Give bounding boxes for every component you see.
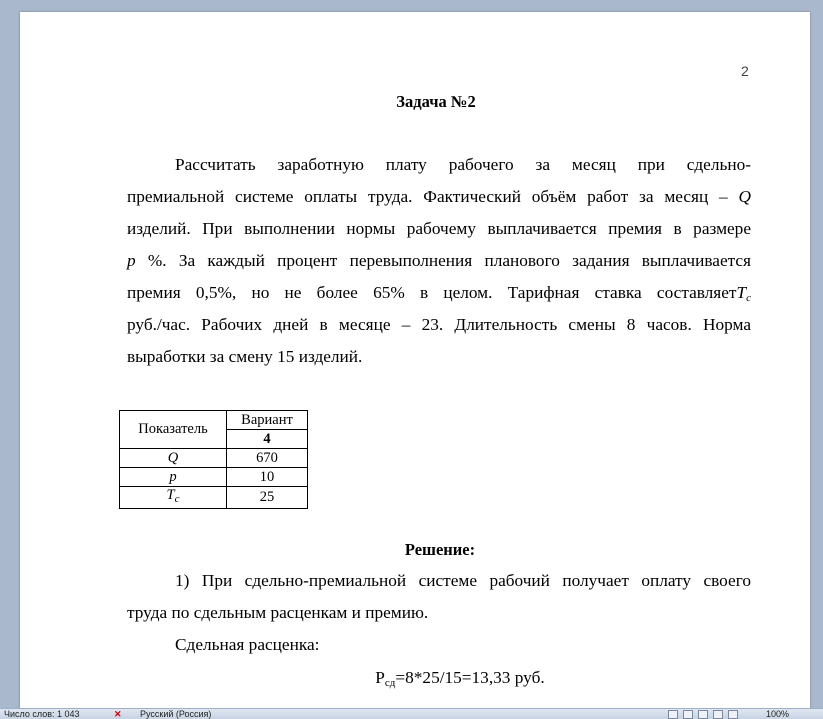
problem-line-3: изделий. При выполнении нормы рабочему выплачивается премия в размере <box>127 219 751 238</box>
spellcheck-icon[interactable]: ✕ <box>114 709 122 719</box>
problem-line-1: Рассчитать заработную плату рабочего за месяц при сдельно- <box>175 155 751 174</box>
solution-line-2: труда по сдельным расценкам и премию. <box>127 603 429 622</box>
zoom-level[interactable]: 100% <box>766 709 790 719</box>
variant-table <box>119 410 308 509</box>
page-number: 2 <box>741 63 749 79</box>
word-count[interactable]: Число слов: 1 043 <box>4 709 80 719</box>
header-variant: Вариант <box>227 411 308 430</box>
row-value: 670 <box>227 449 308 468</box>
document-page[interactable] <box>20 12 810 714</box>
table-row <box>120 468 308 487</box>
problem-line-2: премиальной системе оплаты труда. Фактический объём работ за месяц – Q <box>127 187 751 206</box>
table-row <box>120 449 308 468</box>
variant-number: 4 <box>227 430 308 449</box>
solution-heading: Решение: <box>404 540 476 559</box>
row-value: 10 <box>227 468 308 487</box>
problem-line-4: p %. За каждый процент перевыполнения планового задания выплачивается <box>127 251 751 270</box>
status-bar <box>0 708 823 719</box>
solution-line-3: Сдельная расценка: <box>175 635 320 654</box>
table-row <box>120 487 308 509</box>
solution-line-1: 1) При сдельно-премиальной системе рабочий получает оплату своего <box>175 571 751 590</box>
problem-title: Задача №2 <box>396 92 476 111</box>
problem-line-7: выработки за смену 15 изделий. <box>127 347 363 366</box>
problem-line-5: премия 0,5%, но не более 65% в целом. Тарифная ставка составляетT$_c$ <box>127 283 751 304</box>
formula: Рсд=8*25/15=13,33 руб. <box>375 668 545 689</box>
language-indicator[interactable]: Русский (Россия) <box>140 709 212 719</box>
row-name: $T_c$ <box>120 487 227 509</box>
problem-line-6: руб./час. Рабочих дней в месяце – 23. Длительность смены 8 часов. Норма <box>127 315 751 334</box>
row-name: p <box>120 468 227 487</box>
row-value: 25 <box>227 487 308 509</box>
header-indicator: Показатель <box>120 411 227 449</box>
row-name: Q <box>120 449 227 468</box>
